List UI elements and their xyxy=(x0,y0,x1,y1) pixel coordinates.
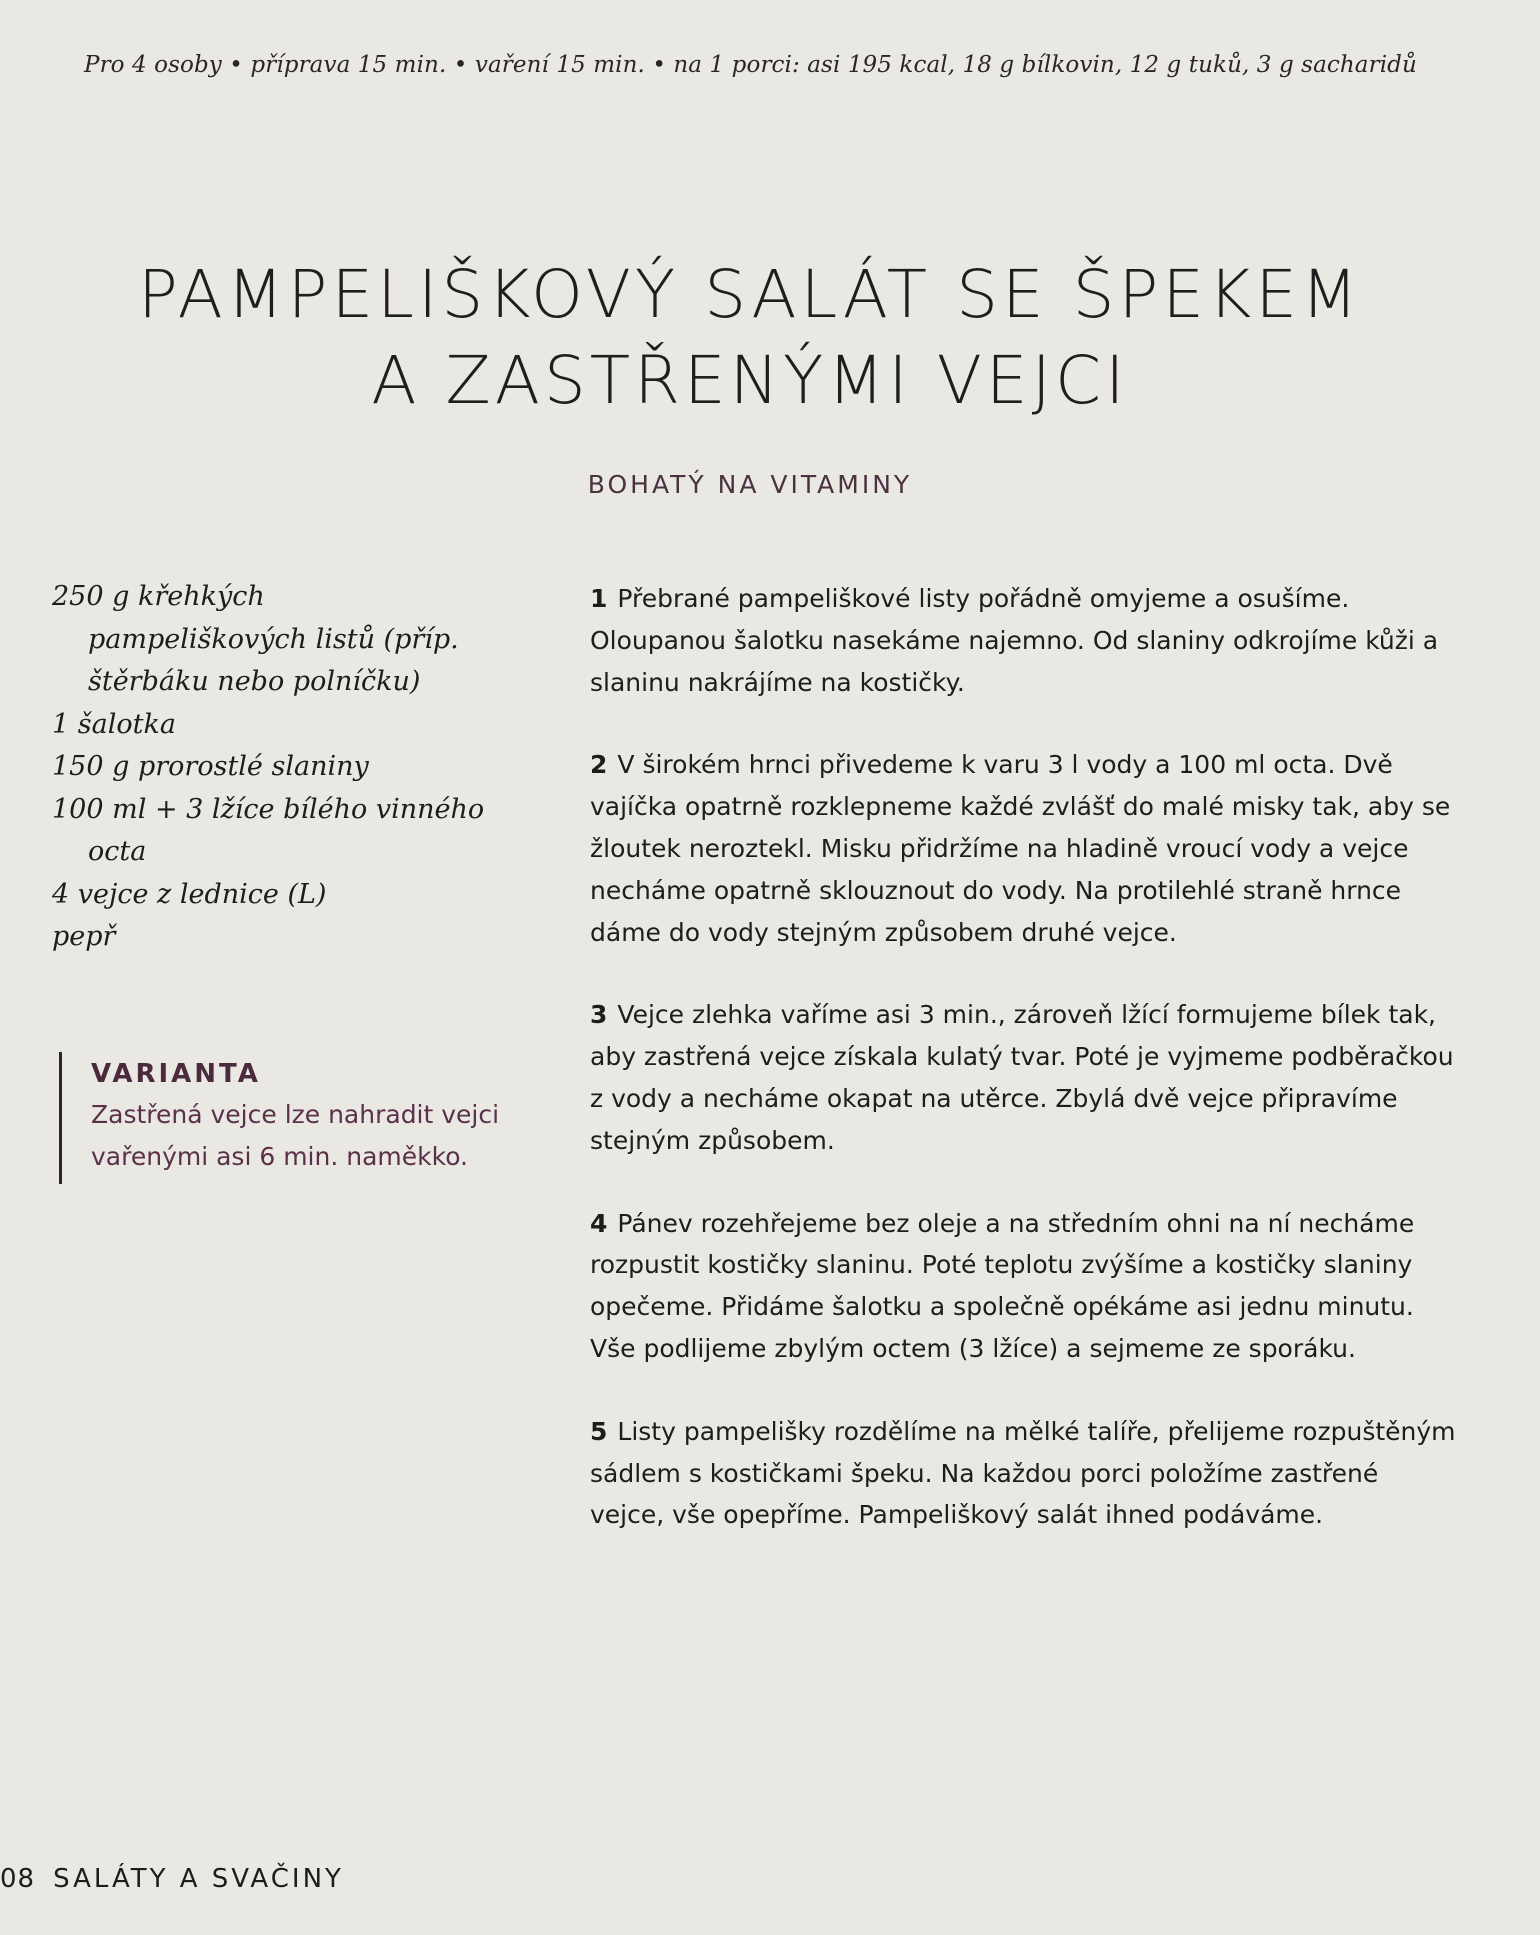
ingredient-item: 4 vejce z lednice (L) xyxy=(52,878,327,910)
page-footer xyxy=(0,1864,344,1894)
ingredient-item: pepř xyxy=(52,921,116,952)
step-number: 4 xyxy=(590,1208,608,1238)
recipe-subtitle: BOHATÝ NA VITAMINY xyxy=(587,470,913,499)
step-item xyxy=(590,744,1460,953)
page-number: 08 xyxy=(0,1864,36,1894)
variant-title: VARIANTA xyxy=(91,1059,261,1089)
section-name: SALÁTY A SVAČINY xyxy=(53,1864,344,1894)
step-item xyxy=(590,578,1460,703)
step-text: Listy pampelišky rozdělíme na mělké talíře, přelijeme rozpuštěným sádlem s kostičkami špeku. Na každou porci položíme zastřené vejce, vše opepříme. Pampeliškový salát ihned podáváme. xyxy=(590,1416,1456,1530)
step-item xyxy=(590,994,1460,1161)
step-number: 3 xyxy=(590,1000,608,1030)
step-text: Pánev rozehřejeme bez oleje a na středním ohni na ní necháme rozpustit kostičky slaninu. Poté teplotu zvýšíme a kostičky slaniny opečeme. Přidáme šalotku a společně opékáme asi jednu minutu. Vše podlijeme zbylým octem (3 lžíce) a sejmeme ze sporáku. xyxy=(590,1208,1415,1363)
recipe-title-line-1: PAMPELIŠKOVÝ SALÁT SE ŠPEKEM xyxy=(138,256,1362,333)
step-text: Vejce zlehka vaříme asi 3 min., zároveň lžící formujeme bílek tak, aby zastřená vejce získala kulatý tvar. Poté je vyjmeme podběračkou z vody a necháme okapat na utěrce. Zbylá dvě vejce připravíme stejným způsobem. xyxy=(590,1000,1454,1155)
step-number: 1 xyxy=(590,584,608,613)
step-item xyxy=(590,1203,1460,1370)
step-text: V širokém hrnci přivedeme k varu 3 l vody a 100 ml octa. Dvě vajíčka opatrně rozklepneme každé zvlášť do malé misky tak, aby se žloutek neroztekl. Misku přidržíme na hladině vroucí vody a vejce necháme opatrně sklouznout do vody. Na protilehlé straně hrnce dáme do vody stejným způsobem druhé vejce. xyxy=(590,750,1451,947)
ingredient-item: 150 g prorostlé slaniny xyxy=(52,751,369,782)
ingredients-list xyxy=(52,576,492,959)
ingredient-item: 100 ml + 3 lžíce bílého vinného octa xyxy=(52,793,485,867)
step-number: 5 xyxy=(590,1416,608,1446)
step-text: Přebrané pampeliškové listy pořádně omyjeme a osušíme. Oloupanou šalotku nasekáme najemno. Od slaniny odkrojíme kůži a slaninu nakrájíme na kostičky. xyxy=(590,584,1439,697)
recipe-title xyxy=(0,252,1500,424)
recipe-title-line-2: A ZASTŘENÝMI VEJCI xyxy=(371,342,1129,419)
variant-box xyxy=(59,1052,511,1184)
step-number: 2 xyxy=(590,750,608,780)
variant-text: Zastřená vejce lze nahradit vejci vařenými asi 6 min. naměkko. xyxy=(91,1100,500,1171)
step-item xyxy=(590,1411,1460,1536)
recipe-meta: Pro 4 osoby • příprava 15 min. • vaření 15 min. • na 1 porci: asi 195 kcal, 18 g bílkovin, 12 g tuků, 3 g sacharidů xyxy=(84,52,1417,78)
ingredient-item: 250 g křehkých pampeliškových listů (příp. štěrbáku nebo polníčku) xyxy=(52,581,459,697)
ingredient-item: 1 šalotka xyxy=(52,708,176,740)
steps-list xyxy=(590,578,1460,1577)
